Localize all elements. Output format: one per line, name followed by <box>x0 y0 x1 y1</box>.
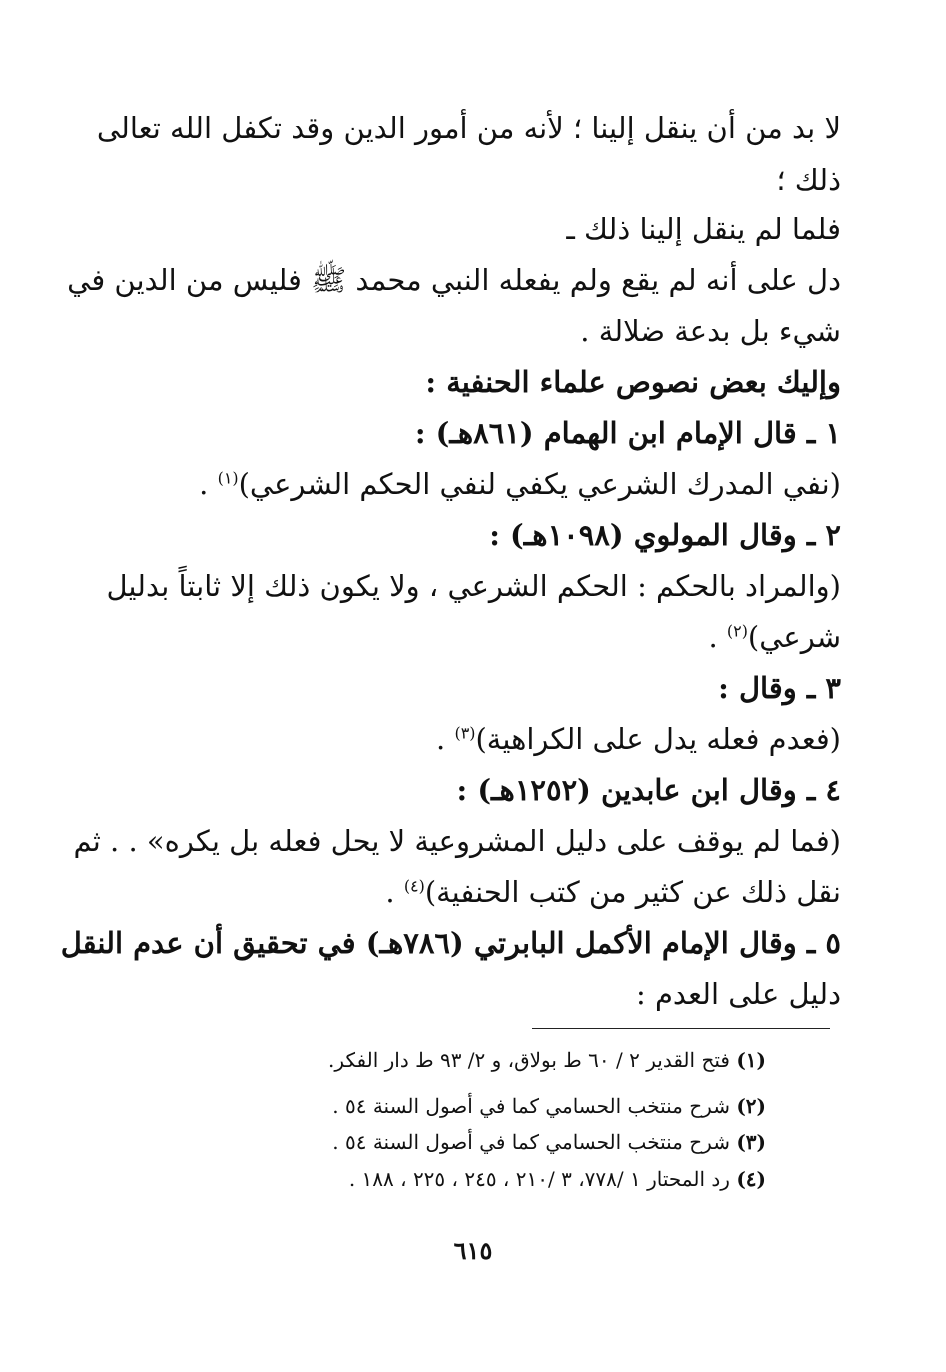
footnote-divider <box>532 1028 830 1029</box>
text-line: ذلك ؛ <box>776 163 841 197</box>
footnote-text: شرح منتخب الحسامي كما في أصول السنة ٥٤ . <box>332 1130 730 1154</box>
footnote-ref: (٢) <box>726 621 748 641</box>
text-line: دل على أنه لم يقع ولم يفعله النبي محمد ﷺ فليس من الدين في <box>67 263 841 297</box>
quote-text: (فعدم فعله يدل على الكراهية) <box>475 722 841 756</box>
text-line: لا بد من أن ينقل إلينا ؛ لأنه من أمور الدين وقد تكفل الله تعالى <box>96 111 841 145</box>
footnote-text: رد المحتار ١ /٧٧٨، ٣ /٢١٠ ، ٢٤٥ ، ٢٢٥ ، ١٨٨ . <box>348 1167 730 1191</box>
quote-heading: ٢ ـ وقال المولوي (١٠٩٨هـ) : <box>489 518 841 552</box>
footnote-text: شرح منتخب الحسامي كما في أصول السنة ٥٤ . <box>332 1094 730 1118</box>
footnote-item <box>349 1165 766 1193</box>
quote-text: شرعي) <box>747 620 841 654</box>
footnote-ref: (٤) <box>403 876 425 896</box>
footnote-ref: (١) <box>217 468 239 488</box>
quote-heading: ٥ ـ وقال الإمام الأكمل البابرتي (٧٨٦هـ) في تحقيق أن عدم النقل <box>60 926 841 960</box>
end-dot: . <box>436 722 455 756</box>
quote-text: نقل ذلك عن كثير من كتب الحنفية) <box>424 875 841 909</box>
footnote-number: (١) <box>736 1048 766 1072</box>
quote-line <box>385 872 841 912</box>
footnote-item <box>328 1046 766 1074</box>
end-dot: . <box>199 467 218 501</box>
quote-line <box>199 464 841 504</box>
quote-line: (فما لم يوقف على دليل المشروعية لا يحل فعله بل يكره» . . ثم <box>73 824 841 858</box>
text-line: فلما لم ينقل إلينا ذلك ـ <box>566 212 841 246</box>
page-number: ٦١٥ <box>453 1236 493 1265</box>
section-heading: وإليك بعض نصوص علماء الحنفية : <box>425 365 841 399</box>
quote-text: (نفي المدرك الشرعي يكفي لنفي الحكم الشرعي) <box>238 467 841 501</box>
quote-heading: ٣ ـ وقال : <box>718 671 841 705</box>
quote-line: (والمراد بالحكم : الحكم الشرعي ، ولا يكون ذلك إلا ثابتاً بدليل <box>106 569 841 603</box>
quote-heading: ٤ ـ وقال ابن عابدين (١٢٥٢هـ) : <box>456 773 841 807</box>
footnote-item <box>332 1092 766 1120</box>
footnote-text: فتح القدير ٢ / ٦٠ ط بولاق، و ٢/ ٩٣ ط دار الفكر. <box>328 1048 730 1072</box>
quote-line <box>708 617 841 657</box>
footnote-number: (٤) <box>736 1167 766 1191</box>
quote-line <box>436 719 841 759</box>
text-line: شيء بل بدعة ضلالة . <box>580 314 841 348</box>
end-dot: . <box>385 875 404 909</box>
footnote-item <box>332 1128 766 1156</box>
end-dot: . <box>708 620 727 654</box>
footnote-number: (٢) <box>736 1094 766 1118</box>
quote-heading: ١ ـ قال الإمام ابن الهمام (٨٦١هـ) : <box>414 416 841 450</box>
footnote-ref: (٣) <box>454 723 476 743</box>
footnote-number: (٣) <box>736 1130 766 1154</box>
text-line: دليل على العدم : <box>635 977 841 1011</box>
